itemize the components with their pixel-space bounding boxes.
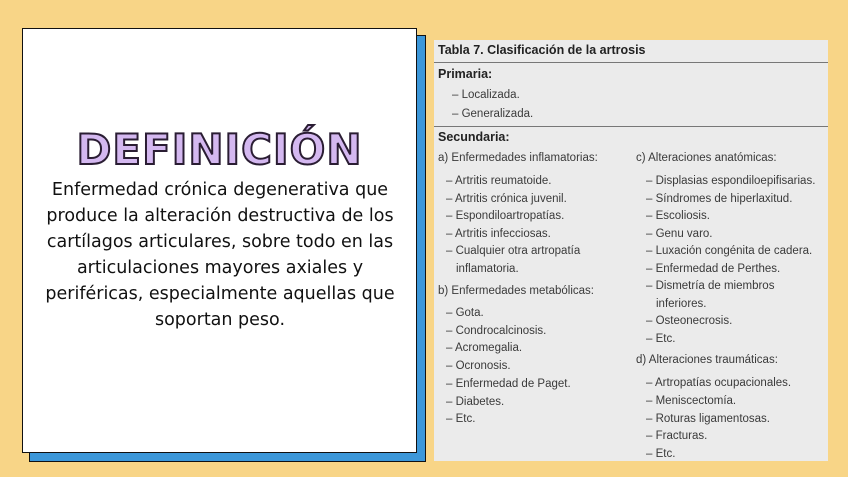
definition-title: DEFINICIÓN <box>76 125 363 174</box>
secundaria-heading: Secundaria: <box>438 130 510 144</box>
list-item: – Gota. <box>446 307 484 319</box>
list-item: – Roturas ligamentosas. <box>646 412 771 425</box>
list-item: – Artritis infecciosas. <box>446 227 551 240</box>
divider <box>434 62 828 63</box>
group-d-heading: d) Alteraciones traumáticas: <box>636 354 778 366</box>
primaria-heading: Primaria: <box>438 67 493 81</box>
list-item: inflamatoria. <box>456 262 519 275</box>
divider <box>434 126 828 127</box>
list-item: – Displasias espondiloepifisarias. <box>646 175 816 187</box>
list-item: – Luxación congénita de cadera. <box>646 245 813 257</box>
list-item: – Artritis reumatoide. <box>446 175 552 187</box>
definition-text: Enfermedad crónica degenerativa que produce la alteración destructiva de los cartílagos articulares, sobre todo en las articulaciones mayores axiales y periféricas, especialmente aquellas que soportan peso. <box>45 180 395 330</box>
list-item: – Cualquier otra artropatía <box>446 245 581 257</box>
list-item: – Genu varo. <box>646 227 713 240</box>
list-item: – Espondiloartropatías. <box>446 210 565 222</box>
list-item: – Etc. <box>446 413 476 426</box>
group-b-heading: b) Enfermedades metabólicas: <box>438 285 594 297</box>
list-item: – Enfermedad de Perthes. <box>646 262 781 275</box>
list-item: – Diabetes. <box>446 395 505 408</box>
list-item: – Meniscectomía. <box>646 394 737 407</box>
list-item: – Enfermedad de Paget. <box>446 377 571 390</box>
list-item: inferiores. <box>656 297 707 310</box>
group-a-heading: a) Enfermedades inflamatorias: <box>438 152 598 164</box>
list-item: – Ocronosis. <box>446 360 511 373</box>
list-item: – Dismetría de miembros <box>646 280 775 292</box>
list-item: – Artropatías ocupacionales. <box>646 377 792 389</box>
list-item: – Acromegalia. <box>446 342 523 355</box>
definition-card <box>22 28 417 453</box>
list-item: – Artritis crónica juvenil. <box>446 192 567 205</box>
list-item: – Síndromes de hiperlaxitud. <box>646 192 793 205</box>
list-item: – Escoliosis. <box>646 210 710 222</box>
table-title: Tabla 7. Clasificación de la artrosis <box>438 43 646 57</box>
list-item: – Osteonecrosis. <box>646 315 733 327</box>
list-item: – Condrocalcinosis. <box>446 324 547 337</box>
list-item: – Etc. <box>646 448 676 461</box>
list-item: – Fracturas. <box>646 430 708 443</box>
list-item: – Etc. <box>646 332 676 345</box>
list-item: – Generalizada. <box>452 108 534 120</box>
classification-table <box>434 40 828 461</box>
group-c-heading: c) Alteraciones anatómicas: <box>636 152 777 164</box>
list-item: – Localizada. <box>452 89 520 101</box>
